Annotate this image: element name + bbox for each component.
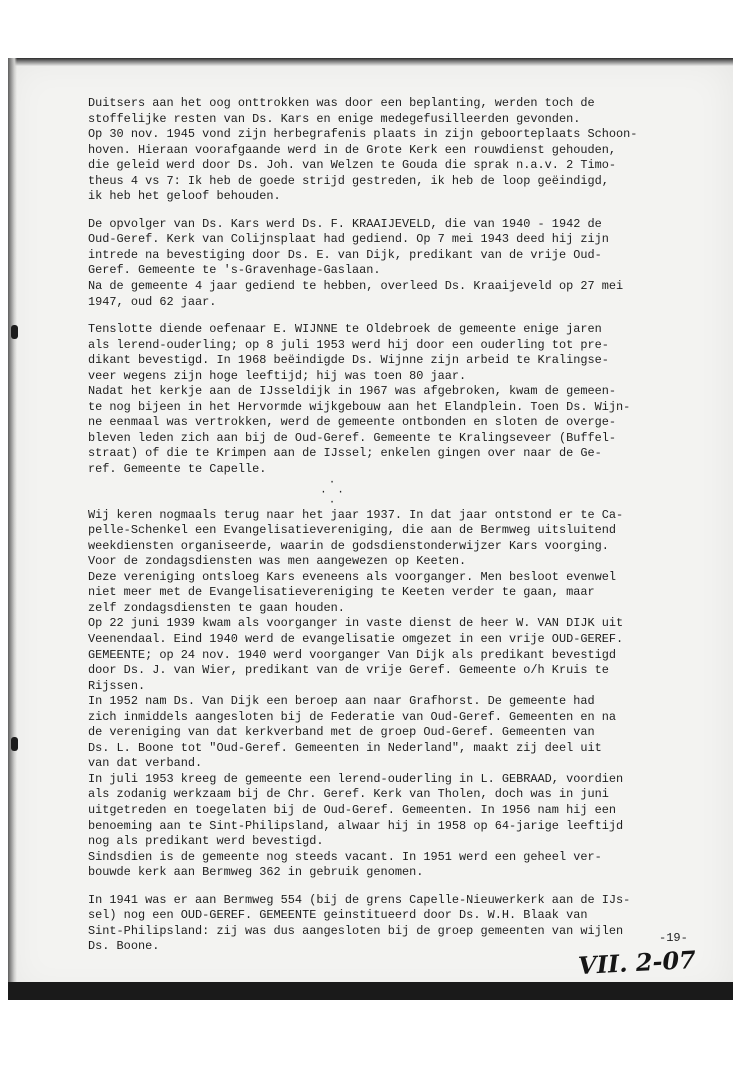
page-top-shadow <box>8 58 733 66</box>
text-line: dikant bevestigd. In 1968 beëindigde Ds. Wijnne zijn arbeid te Kralingse- <box>88 353 609 368</box>
ornament-dot: · <box>328 476 338 489</box>
text-line: Rijssen. <box>88 678 146 693</box>
text-line: bouwde kerk aan Bermweg 362 in gebruik genomen. <box>88 865 424 880</box>
text-line: veer wegens zijn hoge leeftijd; hij was toen 80 jaar. <box>88 368 467 383</box>
text-line: ref. Gemeente te Capelle. <box>88 462 267 477</box>
text-line: Deze vereniging ontsloeg Kars eveneens als voorganger. Men besloot evenwel <box>88 569 617 584</box>
text-line: Duitsers aan het oog onttrokken was door een beplanting, werden toch de <box>88 96 595 110</box>
text-line: Veenendaal. Eind 1940 werd de evangelisatie omgezet in een vrije OUD-GEREF. <box>88 631 624 646</box>
text-line: Voor de zondagsdiensten was men aangewezen op Keeten. <box>88 554 467 569</box>
text-line: sel) nog een OUD-GEREF. GEMEENTE geinstitueerd door Ds. W.H. Blaak van <box>88 908 588 923</box>
text-line: pelle-Schenkel een Evangelisatievereniging, die aan de Bermweg uitsluitend <box>88 523 617 538</box>
text-line: nog als predikant werd bevestigd. <box>88 834 324 849</box>
text-line: zelf zondagsdiensten te gaan houden. <box>88 600 345 615</box>
text-line: Op 30 nov. 1945 vond zijn herbegrafenis plaats in zijn geboorteplaats Schoon- <box>88 127 638 142</box>
punch-hole-top <box>11 325 18 339</box>
text-line: In juli 1953 kreeg de gemeente een lerend-ouderling in L. GEBRAAD, voordien <box>88 771 624 786</box>
text-line: weekdiensten organiseerde, waarin de godsdienstonderwijzer Kars voorging. <box>88 538 609 553</box>
ornament-dots: · · <box>320 486 346 499</box>
text-line: 1947, oud 62 jaar. <box>88 294 217 309</box>
text-line: van dat verband. <box>88 756 203 771</box>
handwritten-archive-mark: VII. 2-07 <box>577 944 697 981</box>
text-line: door Ds. J. van Wier, predikant van de vrije Geref. Gemeente o/h Kruis te <box>88 663 609 678</box>
text-line: straat) of die te Krimpen aan de IJssel; enkelen gingen over naar de Ge- <box>88 446 602 461</box>
text-line: intrede na bevestiging door Ds. E. van Dijk, predikant van de vrije Oud- <box>88 247 602 262</box>
text-line: De opvolger van Ds. Kars werd Ds. F. KRAAIJEVELD, die van 1940 - 1942 de <box>88 216 602 231</box>
text-line: Oud-Geref. Kerk van Colijnsplaat had gediend. Op 7 mei 1943 deed hij zijn <box>88 232 609 247</box>
text-line: stoffelijke resten van Ds. Kars en enige medegefusilleerden gevonden. <box>88 111 581 126</box>
text-line: die geleid werd door Ds. Joh. van Welzen te Gouda die sprak n.a.v. 2 Timo- <box>88 158 617 173</box>
text-line: Na de gemeente 4 jaar gediend te hebben, overleed Ds. Kraaijeveld op 27 mei <box>88 279 624 294</box>
paragraph-2 <box>88 217 708 310</box>
paragraph-4 <box>88 508 708 881</box>
text-line: Wij keren nogmaals terug naar het jaar 1937. In dat jaar ontstond er te Ca- <box>88 507 624 522</box>
scan-bottom-edge <box>8 982 733 1000</box>
text-line: bleven leden zich aan bij de Oud-Geref. Gemeente te Kralingseveer (Buffel- <box>88 430 617 445</box>
ornament-dot: · <box>328 496 338 509</box>
paragraph-1 <box>88 96 708 205</box>
text-line: Tenslotte diende oefenaar E. WIJNNE te Oldebroek de gemeente enige jaren <box>88 322 602 337</box>
text-line: de vereniging van dat kerkverband met de groep Oud-Geref. Gemeenten van <box>88 725 595 740</box>
text-line: Op 22 juni 1939 kwam als voorganger in vaste dienst de heer W. VAN DIJK uit <box>88 616 624 631</box>
text-line: niet meer met de Evangelisatievereniging te Keeten verder te gaan, maar <box>88 585 595 600</box>
section-ornament <box>88 478 708 508</box>
paragraph-3 <box>88 322 708 477</box>
text-line: theus 4 vs 7: Ik heb de goede strijd gestreden, ik heb de loop geëindigd, <box>88 173 609 188</box>
text-line: uitgetreden en toegelaten bij de Oud-Geref. Gemeenten. In 1956 nam hij een <box>88 802 617 817</box>
text-line: te nog bijeen in het Hervormde wijkgebouw aan het Elandplein. Toen Ds. Wijn- <box>88 399 631 414</box>
text-line: Sindsdien is de gemeente nog steeds vacant. In 1951 werd een geheel ver- <box>88 849 602 864</box>
text-line: als lerend-ouderling; op 8 juli 1953 werd hij door een ouderling tot pre- <box>88 337 609 352</box>
document-body <box>88 96 708 955</box>
text-line: ik heb het geloof behouden. <box>88 189 281 204</box>
text-line: hoven. Hieraan voorafgaande werd in de Grote Kerk een rouwdienst gehouden, <box>88 142 617 157</box>
text-line: In 1952 nam Ds. Van Dijk een beroep aan naar Grafhorst. De gemeente had <box>88 694 595 709</box>
punch-hole-bottom <box>11 737 18 751</box>
text-line: zich inmiddels aangesloten bij de Federatie van Oud-Geref. Gemeenten en na <box>88 709 617 724</box>
text-line: Sint-Philipsland: zij was dus aangesloten bij de groep gemeenten van wijlen <box>88 923 624 938</box>
text-line: Ds. L. Boone tot "Oud-Geref. Gemeenten in Nederland", maakt zij deel uit <box>88 740 602 755</box>
text-line: ne eenmaal was vertrokken, werd de gemeente ontbonden en sloten de overge- <box>88 415 617 430</box>
text-line: Nadat het kerkje aan de IJsseldijk in 1967 was afgebroken, kwam de gemeen- <box>88 384 617 399</box>
text-line: GEMEENTE; op 24 nov. 1940 werd voorganger Van Dijk als predikant bevestigd <box>88 647 617 662</box>
text-line: Ds. Boone. <box>88 939 160 954</box>
page-left-shadow <box>8 58 17 998</box>
text-line: als zodanig werkzaam bij de Chr. Geref. Kerk van Tholen, doch was in juni <box>88 787 609 802</box>
page-number: -19- <box>659 931 688 945</box>
paragraph-5 <box>88 893 708 955</box>
text-line: benoeming aan te Sint-Philipsland, alwaar hij in 1958 op 64-jarige leeftijd <box>88 818 624 833</box>
text-line: Geref. Gemeente te 's-Gravenhage-Gaslaan. <box>88 263 381 278</box>
text-line: In 1941 was er aan Bermweg 554 (bij de grens Capelle-Nieuwerkerk aan de IJs- <box>88 892 631 907</box>
